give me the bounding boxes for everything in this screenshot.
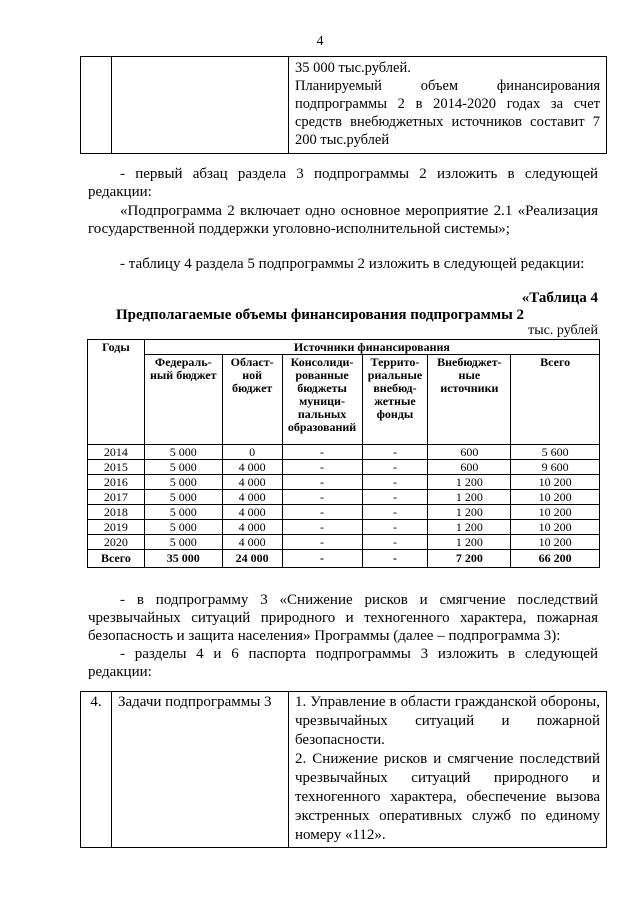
top-continuation-table — [80, 56, 607, 154]
paragraph-subprogram3: - в подпрограмму 3 «Снижение рисков и смягчение последствий чрезвычайных ситуаций природного и техногенного характера, пожарная безопасность и защита населения» Программы (далее – подпрограмма 3): — [88, 592, 598, 644]
cell-territorial: - — [362, 490, 428, 505]
cell-total: 9 600 — [511, 460, 600, 475]
financing-table — [87, 339, 600, 568]
cell-total: 10 200 — [511, 535, 600, 550]
top-table-line-2: Планируемый объем финансирования подпрограммы 2 в 2014-2020 годах за счет средств внебюджетных источников составит 7 200 тыс.рублей — [295, 78, 600, 148]
cell-regional: 4 000 — [222, 505, 282, 520]
cell-year: 2020 — [88, 535, 145, 550]
table-row — [88, 475, 600, 490]
cell-territorial: - — [362, 550, 428, 568]
table-row — [88, 460, 600, 475]
cell-total: 10 200 — [511, 505, 600, 520]
cell-extra: 1 200 — [428, 520, 511, 535]
cell-municipal: - — [282, 460, 362, 475]
top-table-line-1: 35 000 тыс.рублей. — [295, 60, 411, 76]
cell-year: 2019 — [88, 520, 145, 535]
cell-extra: 1 200 — [428, 475, 511, 490]
cell-extra: 1 200 — [428, 490, 511, 505]
cell-territorial: - — [362, 520, 428, 535]
cell-territorial: - — [362, 460, 428, 475]
cell-federal: 5 000 — [144, 505, 222, 520]
cell-federal: 5 000 — [144, 475, 222, 490]
passport-task-2: 2. Снижение рисков и смягчение последствий чрезвычайных ситуаций природного и техногенного характера, обеспечение вызова экстренных оперативных служб по единому номеру «112». — [295, 751, 600, 843]
paragraph-section3: - первый абзац раздела 3 подпрограммы 2 изложить в следующей редакции: — [88, 166, 598, 200]
cell-total: 5 600 — [511, 445, 600, 460]
cell-federal: 5 000 — [144, 490, 222, 505]
header-years: Годы — [88, 340, 145, 445]
cell-year: 2018 — [88, 505, 145, 520]
cell-regional: 4 000 — [222, 475, 282, 490]
cell-regional: 4 000 — [222, 520, 282, 535]
table-row — [88, 445, 600, 460]
cell-federal: 5 000 — [144, 445, 222, 460]
table-row — [88, 505, 600, 520]
table-title: Предполагаемые объемы финансирования подпрограммы 2 — [115, 307, 525, 323]
cell-territorial: - — [362, 535, 428, 550]
cell-municipal: - — [282, 550, 362, 568]
header-territorial: Террито-риальные внебюд-жетные фонды — [362, 355, 428, 445]
cell-year: 2015 — [88, 460, 145, 475]
cell-municipal: - — [282, 505, 362, 520]
cell-total: 10 200 — [511, 520, 600, 535]
cell-federal: 35 000 — [144, 550, 222, 568]
top-table-cell-empty-1 — [81, 57, 112, 154]
cell-extra: 600 — [428, 460, 511, 475]
cell-municipal: - — [282, 445, 362, 460]
cell-municipal: - — [282, 535, 362, 550]
cell-total: 66 200 — [511, 550, 600, 568]
cell-extra: 1 200 — [428, 535, 511, 550]
cell-year: 2016 — [88, 475, 145, 490]
header-extrabudgetary: Внебюджет-ные источники — [428, 355, 511, 445]
table-row — [88, 535, 600, 550]
header-municipal: Консолиди-рованные бюджеты муници-пальных образований — [282, 355, 362, 445]
header-total: Всего — [511, 355, 600, 445]
cell-territorial: - — [362, 445, 428, 460]
passport-row-content — [289, 692, 607, 848]
passport-row-number: 4. — [81, 692, 112, 848]
cell-territorial: - — [362, 475, 428, 490]
table-unit: тыс. рублей — [528, 323, 598, 338]
passport-task-1: 1. Управление в области гражданской обороны, чрезвычайных ситуаций и пожарной безопасности. — [295, 694, 600, 748]
cell-total: 10 200 — [511, 490, 600, 505]
cell-regional: 4 000 — [222, 490, 282, 505]
cell-extra: 7 200 — [428, 550, 511, 568]
cell-federal: 5 000 — [144, 535, 222, 550]
top-table-cell-empty-2 — [112, 57, 289, 154]
header-regional: Област-ной бюджет — [222, 355, 282, 445]
page-number: 4 — [316, 34, 324, 49]
cell-federal: 5 000 — [144, 520, 222, 535]
table-label: «Таблица 4 — [521, 290, 598, 306]
cell-municipal: - — [282, 520, 362, 535]
cell-regional: 0 — [222, 445, 282, 460]
header-federal: Федераль-ный бюджет — [144, 355, 222, 445]
cell-extra: 1 200 — [428, 505, 511, 520]
cell-territorial: - — [362, 505, 428, 520]
paragraph-table4: - таблицу 4 раздела 5 подпрограммы 2 изложить в следующей редакции: — [120, 256, 585, 272]
cell-total: 10 200 — [511, 475, 600, 490]
paragraph-passport-sections: - разделы 4 и 6 паспорта подпрограммы 3 изложить в следующей редакции: — [88, 646, 598, 680]
top-table-cell-text — [289, 57, 607, 154]
cell-extra: 600 — [428, 445, 511, 460]
cell-year: 2017 — [88, 490, 145, 505]
cell-regional: 4 000 — [222, 535, 282, 550]
cell-municipal: - — [282, 490, 362, 505]
paragraph-subprogram2-quote: «Подпрограмма 2 включает одно основное мероприятие 2.1 «Реализация государственной поддержки уголовно-исполнительной системы»; — [88, 203, 598, 237]
header-sources: Источники финансирования — [144, 340, 599, 355]
table-total-row — [88, 550, 600, 568]
table-row — [88, 520, 600, 535]
cell-municipal: - — [282, 475, 362, 490]
passport-table — [80, 691, 607, 848]
cell-year: 2014 — [88, 445, 145, 460]
cell-year: Всего — [88, 550, 145, 568]
table-row — [88, 490, 600, 505]
cell-regional: 24 000 — [222, 550, 282, 568]
passport-row-label: Задачи подпрограммы 3 — [112, 692, 289, 848]
cell-federal: 5 000 — [144, 460, 222, 475]
cell-regional: 4 000 — [222, 460, 282, 475]
